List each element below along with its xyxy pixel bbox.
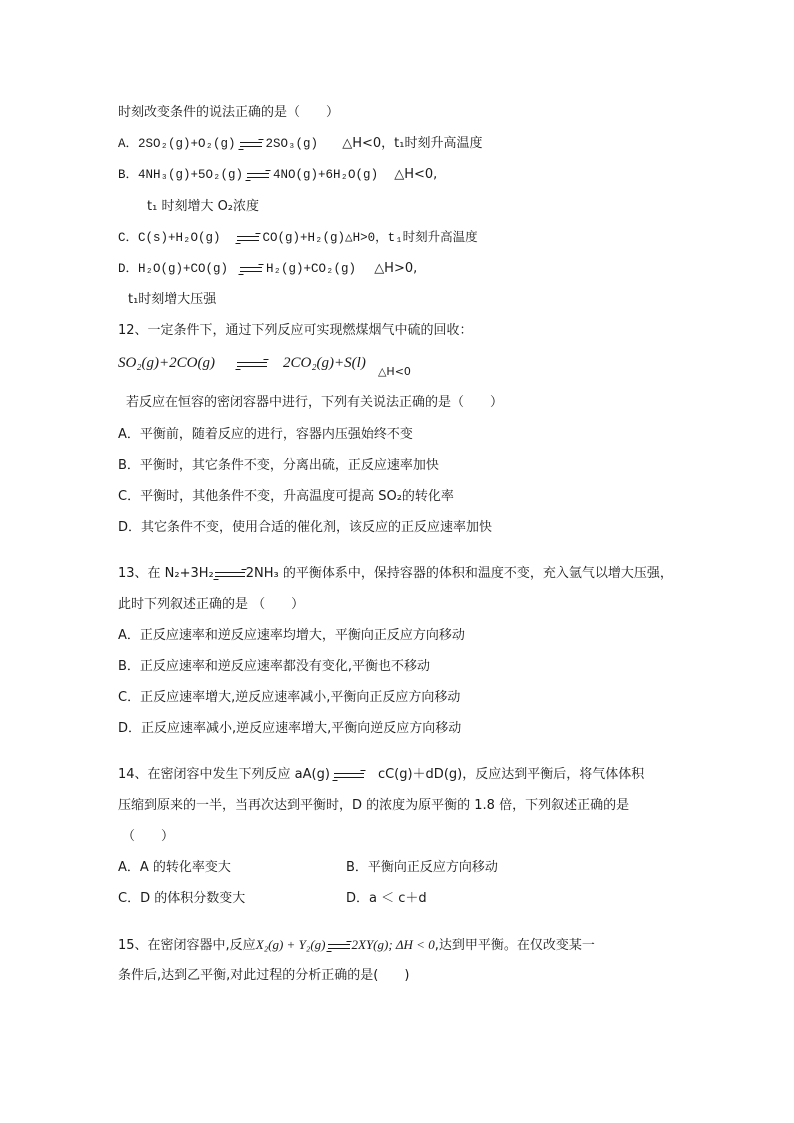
q12-stem: 12、一定条件下，通过下列反应可实现燃煤烟气中硫的回收：: [118, 323, 473, 338]
option-label: D．: [118, 262, 139, 276]
equation-left: X₂(g) + Y₂(g): [255, 937, 326, 952]
q12-option-c[interactable]: C．平衡时，其他条件不变，升高温度可提高 SO₂的转化率: [118, 489, 454, 504]
q13-option-a[interactable]: A．正反应速率和逆反应速率均增大，平衡向正反应方向移动: [118, 628, 465, 643]
equilibrium-arrow-icon: [240, 264, 262, 274]
q14-stem: [118, 766, 644, 784]
q11-option-a[interactable]: [118, 135, 482, 153]
equation-right: 2CO₂(g)+S(l): [283, 355, 366, 371]
reaction-left: 2SO₂(g)+O₂(g): [138, 137, 236, 151]
equation-enthalpy: △H<0: [377, 365, 411, 378]
equation-left: SO₂(g)+2CO(g): [118, 355, 215, 371]
option-label: C．: [118, 231, 139, 245]
q11-stem-continued: 时刻改变条件的说法正确的是（ ）: [118, 105, 340, 120]
equilibrium-arrow-icon: [247, 170, 269, 180]
q11-option-d-condition: t₁时刻增大压强: [128, 292, 217, 307]
q15-stem-part-a: 15、在密闭容器中,反应: [118, 938, 256, 953]
equilibrium-arrow-icon: [237, 359, 267, 369]
q14-option-a[interactable]: A．A 的转化率变大: [118, 860, 231, 875]
q11-option-d[interactable]: [118, 260, 417, 278]
reaction-left: C(s)+H₂O(g): [138, 231, 221, 245]
q15-stem-2: 条件后,达到乙平衡,对此过程的分析正确的是( ): [118, 968, 410, 983]
reaction-right: 2SO₃(g): [265, 137, 319, 151]
equation-right: 2XY(g); ΔH < 0: [351, 937, 435, 952]
q13-option-c[interactable]: C．正反应速率增大,逆反应速率减小,平衡向正反应方向移动: [118, 690, 461, 705]
equilibrium-arrow-icon: [237, 233, 259, 243]
equilibrium-arrow-icon: [240, 139, 262, 149]
q14-stem-part-a: 14、在密闭容中发生下列反应 aA(g): [118, 767, 330, 782]
q15-stem: [118, 936, 595, 955]
q13-stem-part-b: 2NH₃ 的平衡体系中，保持容器的体积和温度不变，充入氩气以增大压强，: [245, 566, 673, 581]
q12-option-d[interactable]: D．其它条件不变，使用合适的催化剂，该反应的正反应速率加快: [118, 520, 493, 535]
q12-equation: [118, 354, 411, 380]
q13-option-d[interactable]: D．正反应速率减小,逆反应速率增大,平衡向逆反应方向移动: [118, 721, 462, 736]
reaction-right: H₂(g)+CO₂(g): [266, 262, 357, 276]
reaction-left: 4NH₃(g)+5O₂(g): [138, 168, 244, 182]
equilibrium-arrow-icon: [215, 569, 245, 579]
reaction-condition: △H<0,: [394, 167, 438, 182]
reaction-right: CO(g)+H₂(g)△H>0，t₁时刻升高温度: [262, 231, 478, 245]
q14-stem-3: （ ）: [122, 829, 175, 844]
q13-stem-part-a: 13、在 N₂+3H₂: [118, 566, 214, 581]
q14-stem-2: 压缩到原来的一半，当再次达到平衡时，D 的浓度为原平衡的 1.8 倍，下列叙述正确的是: [118, 798, 630, 813]
q13-option-b[interactable]: B．正反应速率和逆反应速率都没有变化,平衡也不移动: [118, 659, 431, 674]
q14-option-d[interactable]: D．a ＜ c＋d: [346, 891, 427, 906]
q14-option-c[interactable]: C．D 的体积分数变大: [118, 891, 246, 906]
option-label: A．: [118, 137, 139, 151]
reaction-condition: △H>0,: [374, 261, 418, 276]
option-label: B．: [118, 168, 139, 182]
reaction-condition: △H<0，t₁时刻升高温度: [342, 136, 483, 151]
q13-stem: [118, 565, 673, 583]
q12-option-b[interactable]: B．平衡时，其它条件不变，分离出硫，正反应速率加快: [118, 458, 439, 473]
equilibrium-arrow-icon: [334, 770, 364, 780]
q14-option-b[interactable]: B．平衡向正反应方向移动: [346, 860, 498, 875]
q14-stem-part-b: cC(g)＋dD(g)，反应达到平衡后，将气体体积: [377, 767, 645, 782]
reaction-left: H₂O(g)+CO(g): [138, 262, 229, 276]
q12-stem-2: 若反应在恒容的密闭容器中进行，下列有关说法正确的是（ ）: [126, 395, 504, 410]
q11-option-b[interactable]: [118, 166, 437, 184]
q13-stem-2: 此时下列叙述正确的是 （ ）: [118, 597, 305, 612]
q15-stem-part-b: ,达到甲平衡。在仅改变某一: [434, 938, 595, 953]
q11-option-c[interactable]: [118, 229, 478, 247]
q12-option-a[interactable]: A．平衡前，随着反应的进行，容器内压强始终不变: [118, 427, 413, 442]
reaction-right: 4NO(g)+6H₂O(g): [273, 168, 379, 182]
equilibrium-arrow-icon: [328, 941, 350, 951]
q11-option-b-condition: t₁ 时刻增大 O₂浓度: [147, 199, 260, 214]
